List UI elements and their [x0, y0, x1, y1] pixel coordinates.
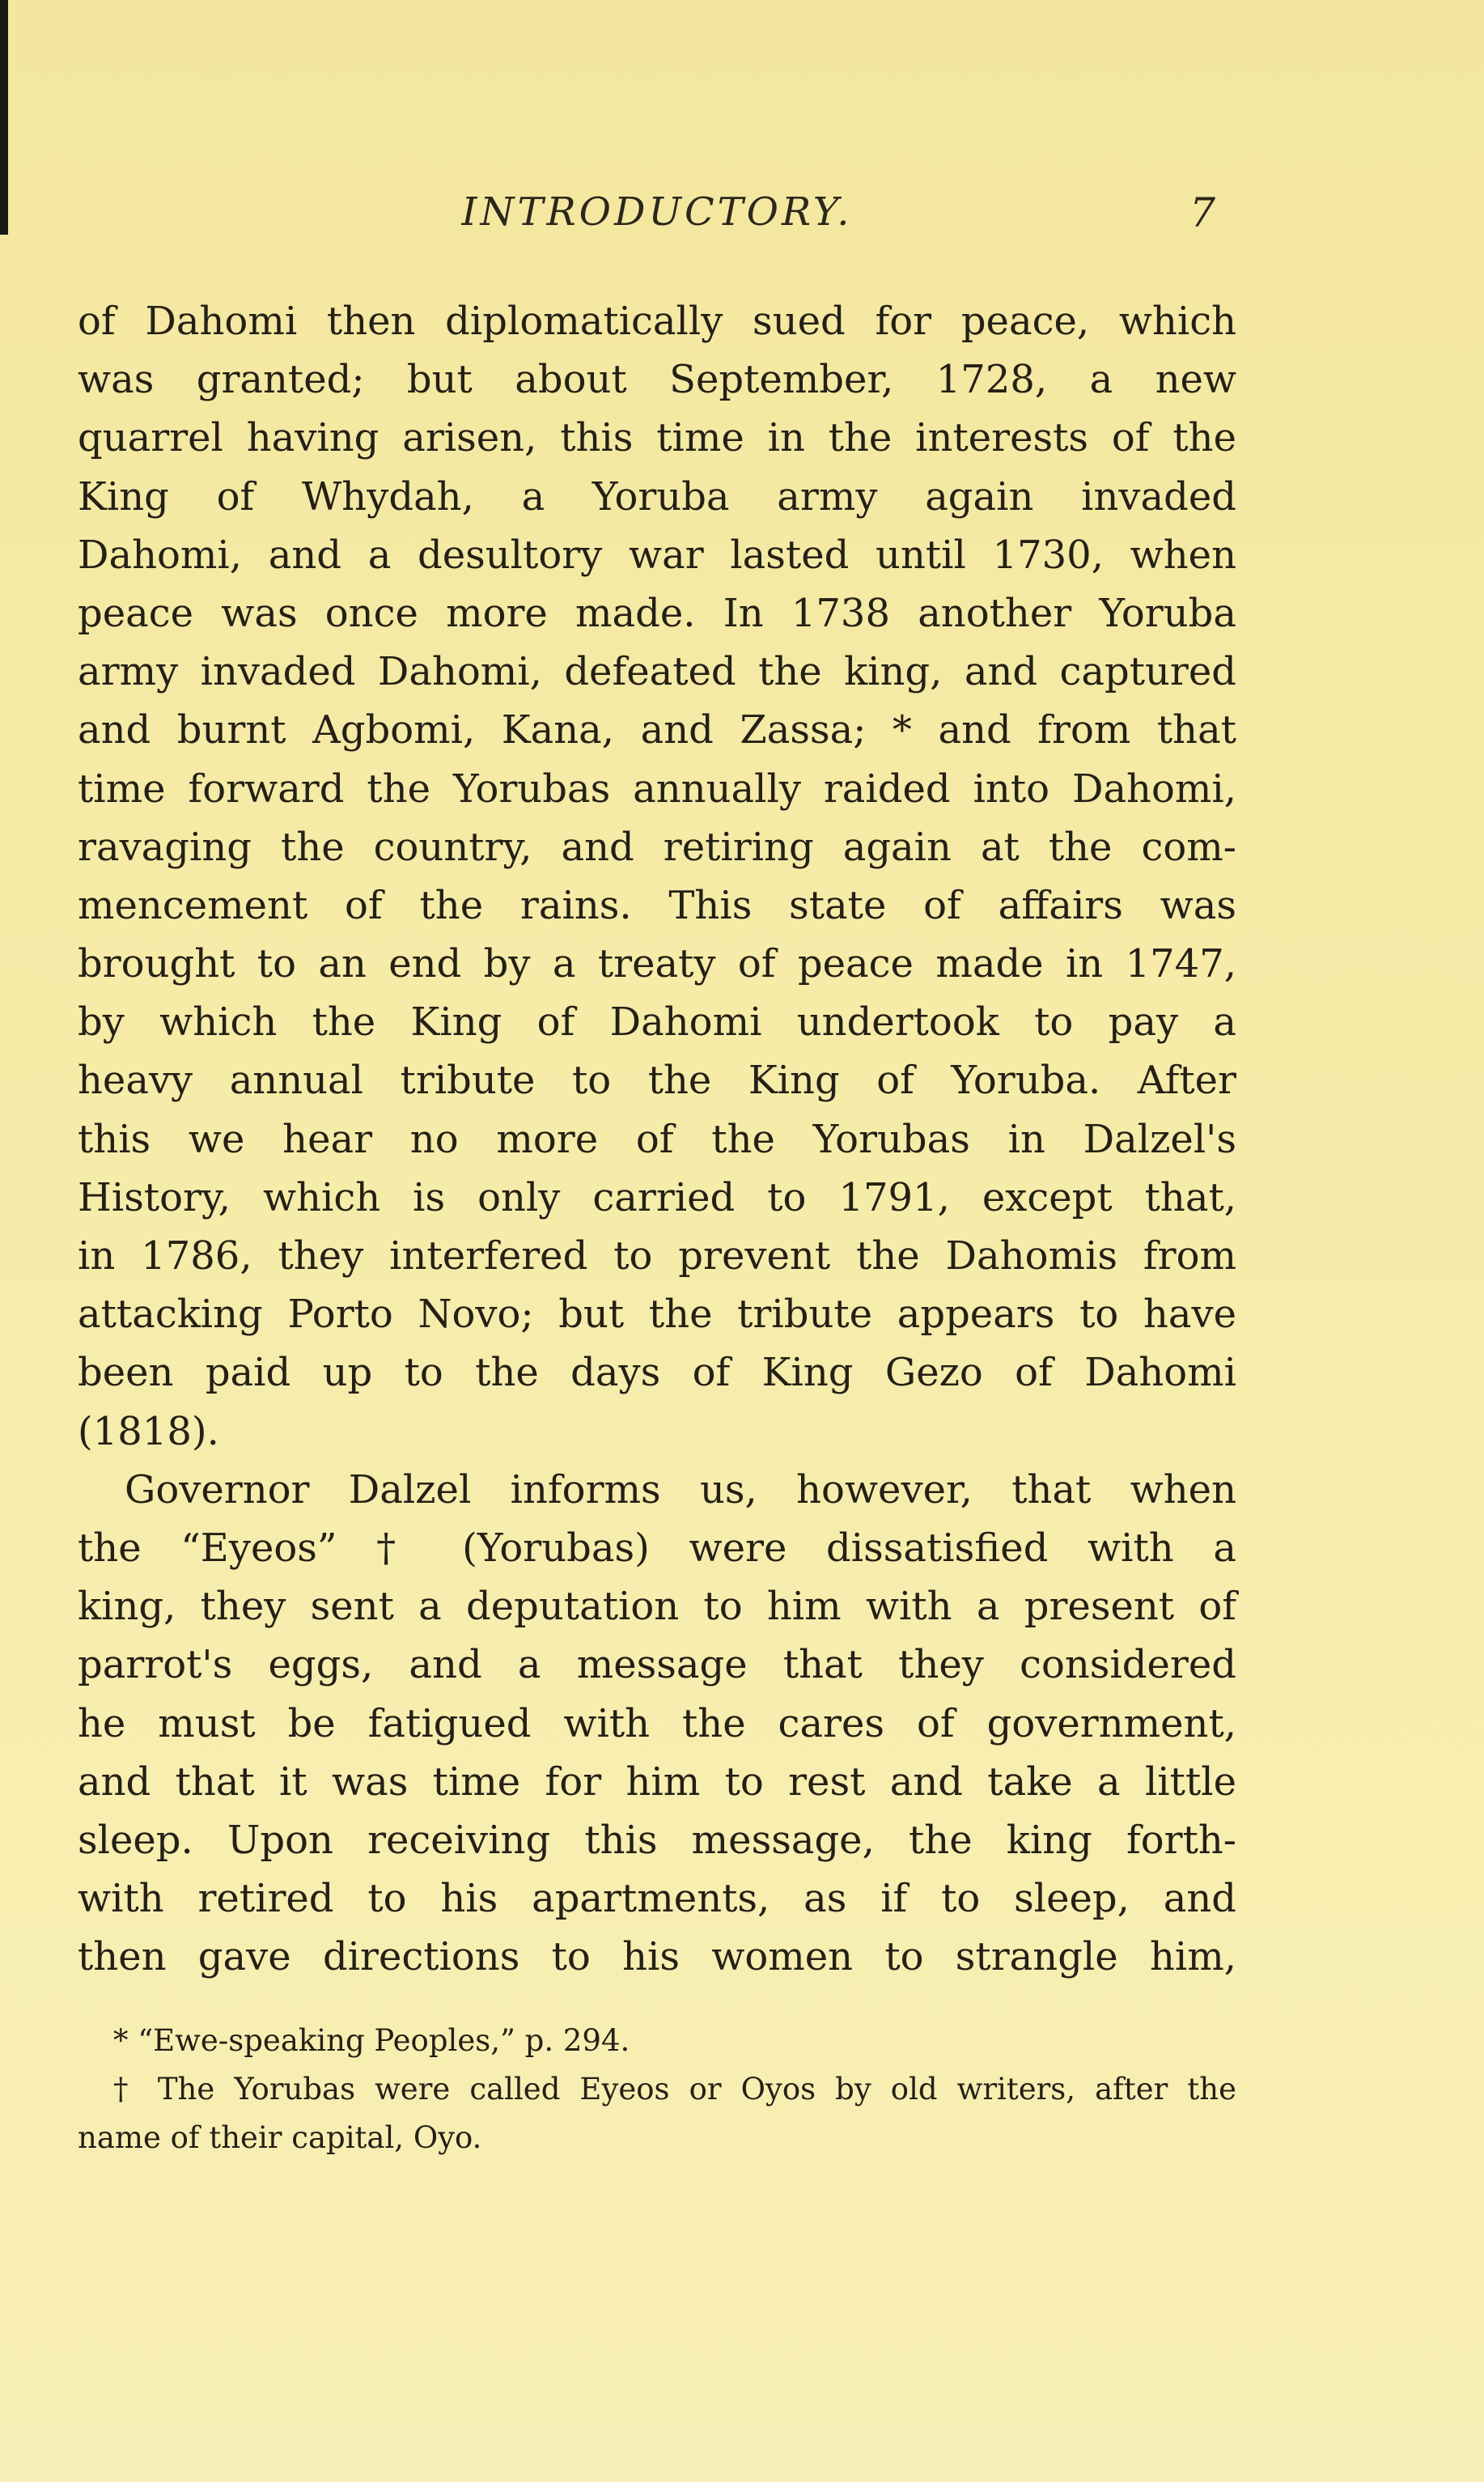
running-title: INTRODUCTORY.	[461, 189, 853, 235]
text-line: heavy annual tribute to the King of Yoruba. After	[78, 1058, 1236, 1104]
text-line: king, they sent a deputation to him with a present of	[78, 1584, 1236, 1630]
footnote-2-line-2: name of their capital, Oyo.	[78, 2120, 482, 2155]
text-line: Governor Dalzel informs us, however, that when	[125, 1466, 1236, 1513]
footnotes	[78, 2017, 1236, 2162]
text-line: quarrel having arisen, this time in the interests of the	[78, 415, 1236, 461]
text-line: (1818).	[78, 1408, 219, 1454]
text-line: he must be fatigued with the cares of government,	[78, 1700, 1236, 1746]
page-header	[78, 189, 1236, 246]
text-line: in 1786, they interfered to prevent the Dahomis from	[78, 1233, 1236, 1279]
text-line: army invaded Dahomi, defeated the king, and captured	[78, 649, 1236, 695]
text-line: then gave directions to his women to strangle him,	[78, 1934, 1236, 1980]
text-line: brought to an end by a treaty of peace made in 1747,	[78, 941, 1236, 987]
footnote-2-line-1: † The Yorubas were called Eyeos or Oyos by old writers, after the	[113, 2072, 1236, 2107]
text-line: ravaging the country, and retiring again at the com-	[78, 824, 1236, 870]
text-line: sleep. Upon receiving this message, the king forth-	[78, 1817, 1236, 1863]
page-edge-shadow	[0, 0, 8, 235]
text-line: time forward the Yorubas annually raided into Dahomi,	[78, 766, 1236, 812]
body-text	[78, 292, 1236, 1986]
text-line: been paid up to the days of King Gezo of Dahomi	[78, 1350, 1236, 1396]
text-line: History, which is only carried to 1791, except that,	[78, 1174, 1236, 1220]
text-line: attacking Porto Novo; but the tribute appears to have	[78, 1292, 1236, 1338]
text-line: mencement of the rains. This state of affairs was	[78, 882, 1236, 928]
text-line: this we hear no more of the Yorubas in Dalzel's	[78, 1116, 1236, 1162]
text-line: and burnt Agbomi, Kana, and Zassa; * and from that	[78, 707, 1236, 753]
text-line: peace was once more made. In 1738 another Yoruba	[78, 590, 1236, 636]
text-line: parrot's eggs, and a message that they considered	[78, 1642, 1236, 1688]
text-line: was granted; but about September, 1728, a new	[78, 357, 1236, 403]
text-line: King of Whydah, a Yoruba army again invaded	[78, 473, 1236, 520]
text-line: the “Eyeos” † (Yorubas) were dissatisfied with a	[78, 1525, 1236, 1571]
page-number: 7	[1189, 189, 1215, 236]
text-line: with retired to his apartments, as if to sleep, and	[78, 1876, 1236, 1922]
text-line: Dahomi, and a desultory war lasted until 1730, when	[78, 532, 1236, 578]
text-line: by which the King of Dahomi undertook to pay a	[78, 999, 1236, 1046]
footnote-1: * “Ewe-speaking Peoples,” p. 294.	[113, 2023, 630, 2058]
text-line: of Dahomi then diplomatically sued for peace, which	[78, 299, 1236, 344]
text-line: and that it was time for him to rest and take a little	[78, 1759, 1236, 1805]
